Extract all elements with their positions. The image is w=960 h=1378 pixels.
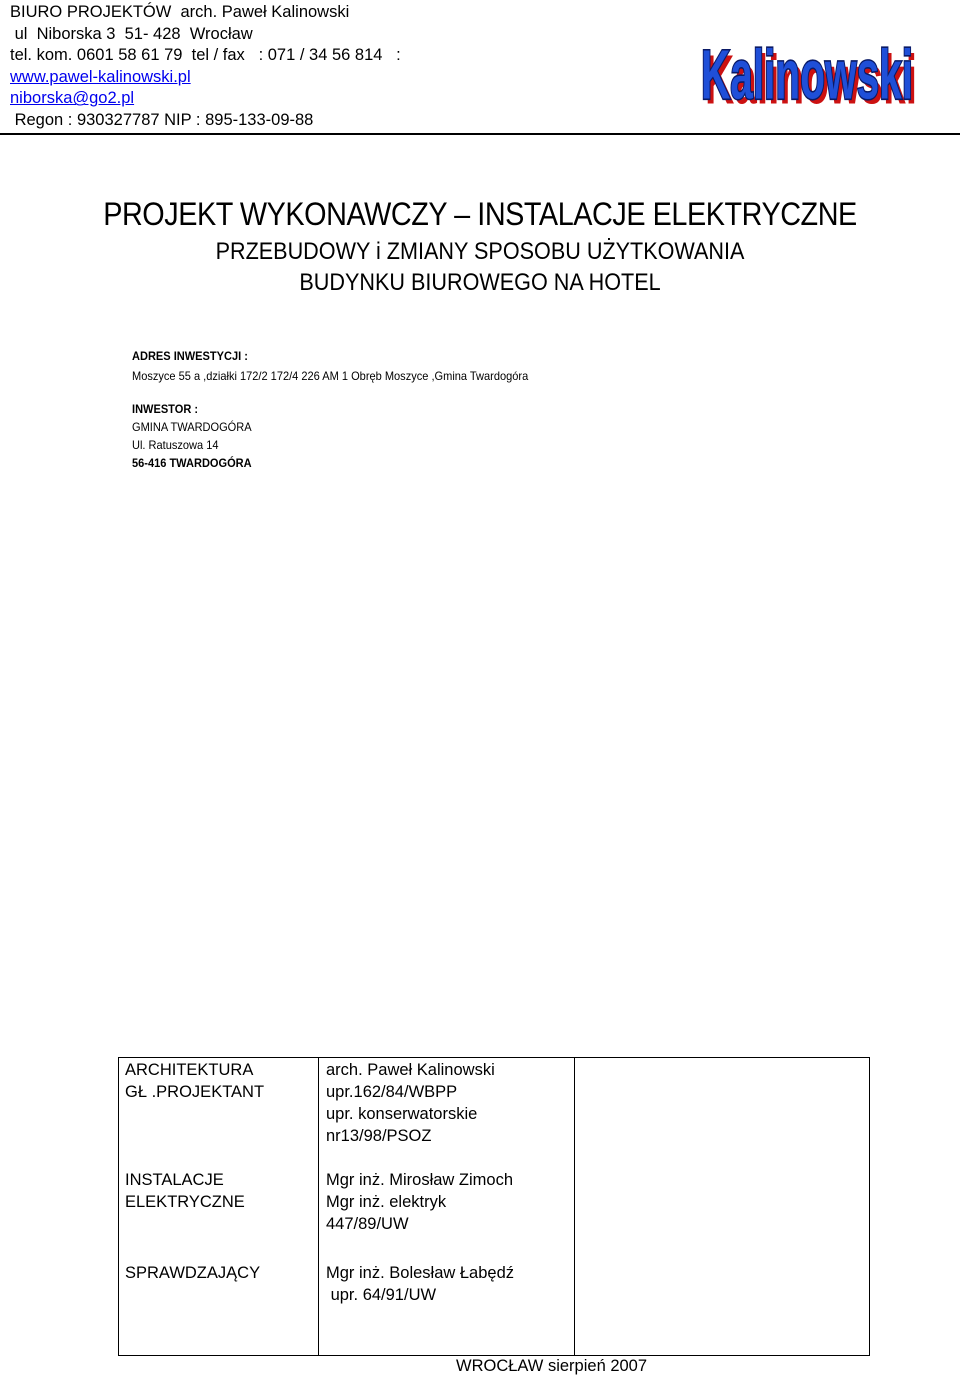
investor-block <box>132 400 262 472</box>
investor-city: 56-416 TWARDOGÓRA <box>132 456 252 470</box>
person-line: Mgr inż. elektryk <box>326 1193 447 1211</box>
role-line: SPRAWDZAJĄCY <box>125 1264 261 1282</box>
person-line: arch. Paweł Kalinowski <box>326 1061 495 1079</box>
person-line: Mgr inż. Mirosław Zimoch <box>326 1171 514 1189</box>
email-link[interactable]: niborska@go2.pl <box>10 89 135 108</box>
project-subtitle-1: PRZEBUDOWY i ZMIANY SPOSOBU UŻYTKOWANIA <box>215 238 745 265</box>
person-cell-checker <box>326 1262 514 1306</box>
table-divider <box>318 1058 319 1355</box>
company-phone: tel. kom. 0601 58 61 79 tel / fax : 071 / 34 56 814 : <box>10 46 401 65</box>
person-line: 447/89/UW <box>326 1215 409 1233</box>
person-line: Mgr inż. Bolesław Łabędź <box>326 1264 515 1282</box>
role-cell-checker <box>125 1262 260 1284</box>
website-link[interactable]: www.pawel-kalinowski.pl <box>10 67 191 86</box>
investor-name: GMINA TWARDOGÓRA <box>132 420 252 434</box>
investor-label: INWESTOR : <box>132 402 199 416</box>
role-line: GŁ .PROJEKTANT <box>125 1083 265 1101</box>
company-registration: Regon : 930327787 NIP : 895-133-09-88 <box>10 110 314 129</box>
person-line: upr.162/84/WBPP <box>326 1083 458 1101</box>
person-line: upr. konserwatorskie <box>326 1105 478 1123</box>
address-value: Moszyce 55 a ,działki 172/2 172/4 226 AM 1 Obręb Moszyce ,Gmina Twardogóra <box>132 369 529 383</box>
signature-table <box>118 1057 870 1356</box>
table-divider <box>574 1058 575 1355</box>
company-name: BIURO PROJEKTÓW arch. Paweł Kalinowski <box>10 3 350 21</box>
logo-text: Kalinowski <box>701 36 913 114</box>
project-title-block <box>0 194 960 298</box>
role-cell-electrical <box>125 1169 245 1213</box>
place-and-date: WROCŁAW sierpień 2007 <box>456 1357 648 1375</box>
person-line: nr13/98/PSOZ <box>326 1127 432 1145</box>
person-line: upr. 64/91/UW <box>326 1286 437 1304</box>
investment-address <box>132 346 563 386</box>
investor-street: Ul. Ratuszowa 14 <box>132 438 219 452</box>
role-line: ELEKTRYCZNE <box>125 1193 245 1211</box>
project-subtitle-2: BUDYNKU BIUROWEGO NA HOTEL <box>299 269 661 296</box>
role-cell-architecture <box>125 1059 264 1103</box>
address-label: ADRES INWESTYCJI : <box>132 349 248 363</box>
project-title: PROJEKT WYKONAWCZY – INSTALACJE ELEKTRYCZNE <box>103 196 857 232</box>
kalinowski-logo <box>696 24 926 114</box>
person-cell-architecture <box>326 1059 495 1147</box>
logo-shadow-text: Kalinowski <box>705 41 917 114</box>
role-line: INSTALACJE <box>125 1171 224 1189</box>
company-header <box>10 2 401 132</box>
company-address: ul Niborska 3 51- 428 Wrocław <box>10 24 253 43</box>
person-cell-electrical <box>326 1169 513 1235</box>
header-divider <box>0 133 960 135</box>
role-line: ARCHITEKTURA <box>125 1061 254 1079</box>
